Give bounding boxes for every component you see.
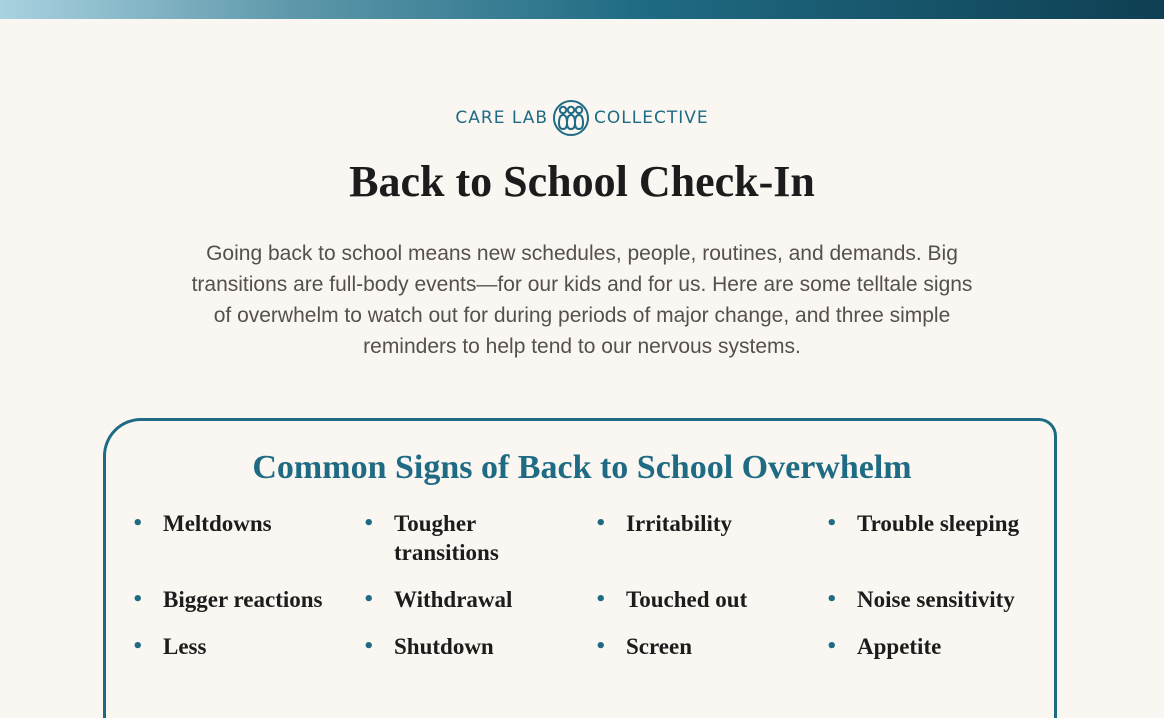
sign-label: Shutdown (394, 634, 494, 659)
sign-item (826, 585, 1057, 614)
sign-item (363, 632, 595, 661)
brand-logo[interactable] (0, 98, 1164, 138)
sign-item (595, 632, 826, 661)
bullet-icon: • (826, 513, 838, 534)
top-gradient-bar (0, 0, 1164, 19)
bullet-icon: • (363, 513, 375, 534)
bullet-icon: • (595, 636, 607, 657)
intro-paragraph: Going back to school means new schedules, people, routines, and demands. Big transitions are full-body events—for our kids and for us. Here are some telltale signs of overwhelm to watch out for during periods of major change, and three simple reminders to help tend to our nervous systems. (191, 242, 973, 358)
signs-section-title: Common Signs of Back to School Overwhelm (252, 449, 912, 486)
bullet-icon: • (595, 513, 607, 534)
sign-label: Touched out (626, 587, 748, 612)
signs-list (132, 509, 1057, 661)
three-figures-circle-icon (552, 99, 590, 137)
sign-item (595, 585, 826, 614)
sign-item (132, 632, 363, 661)
sign-item (826, 509, 1057, 567)
sign-item (363, 585, 595, 614)
sign-label: Less (163, 634, 207, 659)
sign-item (132, 509, 363, 567)
page-title: Back to School Check-In (349, 157, 815, 206)
brand-left-text: CARE LAB (455, 108, 549, 128)
bullet-icon: • (132, 589, 144, 610)
sign-label: Trouble sleeping (857, 511, 1020, 536)
sign-item (363, 509, 595, 567)
sign-item (826, 632, 1057, 661)
bullet-icon: • (132, 636, 144, 657)
sign-label: Bigger reactions (163, 587, 323, 612)
bullet-icon: • (826, 636, 838, 657)
sign-label: Withdrawal (394, 587, 513, 612)
sign-item (132, 585, 363, 614)
bullet-icon: • (595, 589, 607, 610)
brand-right-text: COLLECTIVE (594, 108, 709, 128)
sign-label: Screen (626, 634, 693, 659)
bullet-icon: • (826, 589, 838, 610)
sign-label: Tougher transitions (394, 511, 499, 565)
sign-label: Noise sensitivity (857, 587, 1015, 612)
sign-label: Appetite (857, 634, 942, 659)
sign-label: Meltdowns (163, 511, 272, 536)
bullet-icon: • (132, 513, 144, 534)
sign-label: Irritability (626, 511, 733, 536)
sign-item (595, 509, 826, 567)
bullet-icon: • (363, 636, 375, 657)
bullet-icon: • (363, 589, 375, 610)
